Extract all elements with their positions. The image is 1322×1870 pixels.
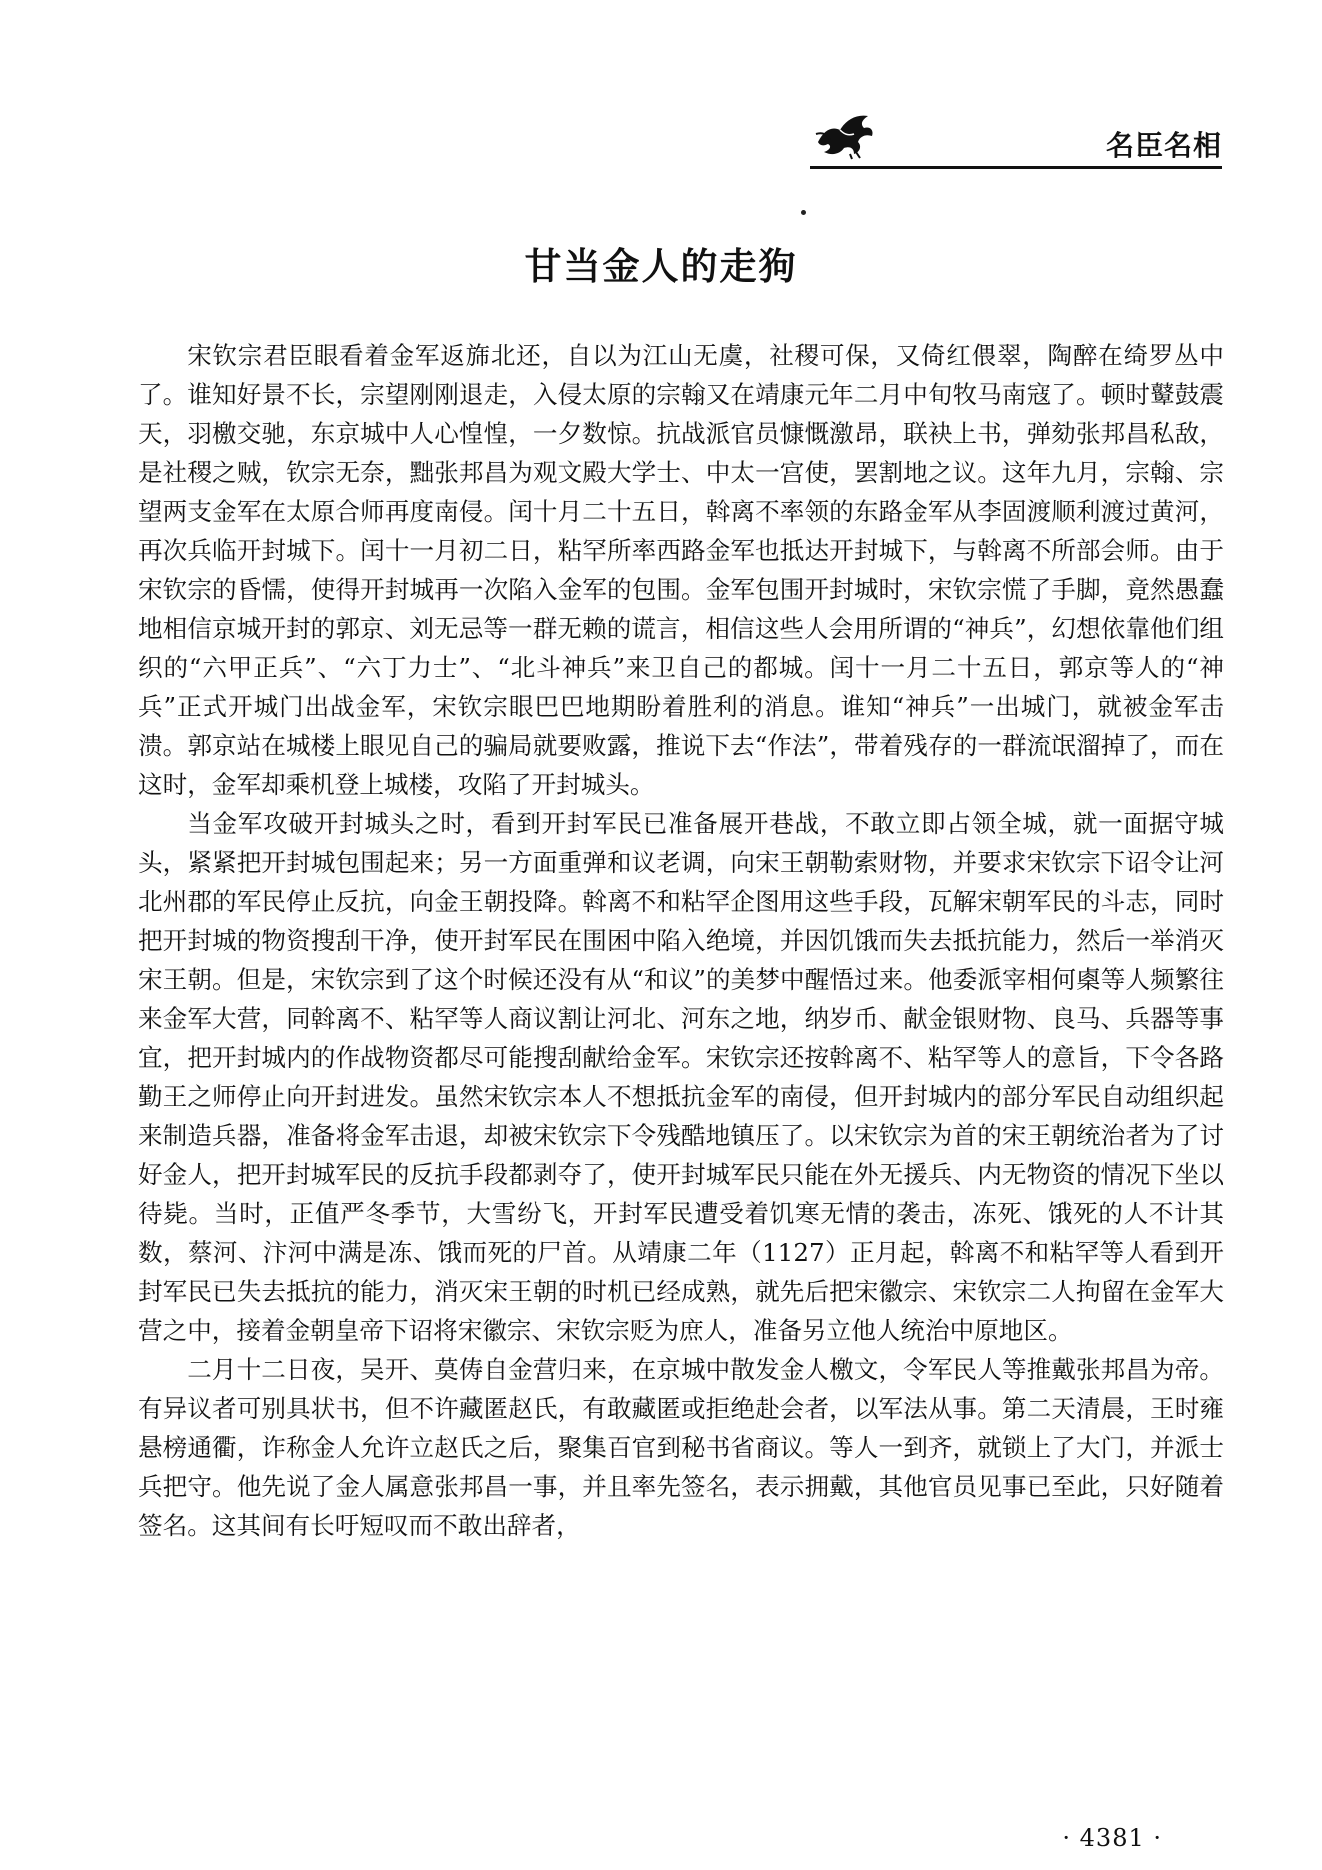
paragraph: 当金军攻破开封城头之时，看到开封军民已准备展开巷战，不敢立即占领全城，就一面据守城头，紧紧把开封城包围起来；另一方面重弹和议老调，向宋王朝勒索财物，并要求宋钦宗下诏令让河北州郡的军民停止反抗，向金王朝投降。斡离不和粘罕企图用这些手段，瓦解宋朝军民的斗志，同时把开封城的物资搜刮干净，使开封军民在围困中陷入绝境，并因饥饿而失去抵抗能力，然后一举消灭宋王朝。但是，宋钦宗到了这个时候还没有从“和议”的美梦中醒悟过来。他委派宰相何㮚等人频繁往来金军大营，同斡离不、粘罕等人商议割让河北、河东之地，纳岁币、献金银财物、良马、兵器等事宜，把开封城内的作战物资都尽可能搜刮献给金军。宋钦宗还按斡离不、粘罕等人的意旨，下令各路勤王之师停止向开封进发。虽然宋钦宗本人不想抵抗金军的南侵，但开封城内的部分军民自动组织起来制造兵器，准备将金军击退，却被宋钦宗下令残酷地镇压了。以宋钦宗为首的宋王朝统治者为了讨好金人，把开封城军民的反抗手段都剥夺了，使开封城军民只能在外无援兵、内无物资的情况下坐以待毙。当时，正值严冬季节，大雪纷飞，开封军民遭受着饥寒无情的袭击，冻死、饿死的人不计其数，蔡河、汴河中满是冻、饿而死的尸首。从靖康二年（1127）正月起，斡离不和粘罕等人看到开封军民已失去抵抗的能力，消灭宋王朝的时机已经成熟，就先后把宋徽宗、宋钦宗二人拘留在金军大营之中，接着金朝皇帝下诏将宋徽宗、宋钦宗贬为庶人，准备另立他人统治中原地区。 bbox=[138, 809, 1224, 1345]
running-header bbox=[790, 100, 1222, 170]
paragraph: 二月十二日夜，吴开、莫俦自金营归来，在京城中散发金人檄文，令军民人等推戴张邦昌为帝。有异议者可别具状书，但不许藏匿赵氏，有敢藏匿或拒绝赴会者，以军法从事。第二天清晨，王时雍悬榜通衢，诈称金人允许立赵氏之后，聚集百官到秘书省商议。等人一到齐，就锁上了大门，并派士兵把守。他先说了金人属意张邦昌一事，并且率先签名，表示拥戴，其他官员见事已至此，只好随着签名。这其间有长吁短叹而不敢出辞者， bbox=[138, 1355, 1224, 1540]
paragraph: 宋钦宗君臣眼看着金军返旆北还，自以为江山无虞，社稷可保，又倚红偎翠，陶醉在绮罗丛中了。谁知好景不长，宗望刚刚退走，入侵太原的宗翰又在靖康元年二月中旬牧马南寇了。顿时鼙鼓震天，羽檄交驰，东京城中人心惶惶，一夕数惊。抗战派官员慷慨激昂，联袂上书，弹劾张邦昌私敌，是社稷之贼，钦宗无奈，黜张邦昌为观文殿大学士、中太一宫使，罢割地之议。这年九月，宗翰、宗望两支金军在太原合师再度南侵。闰十月二十五日，斡离不率领的东路金军从李固渡顺利渡过黄河，再次兵临开封城下。闰十一月初二日，粘罕所率西路金军也抵达开封城下，与斡离不所部会师。由于宋钦宗的昏懦，使得开封城再一次陷入金军的包围。金军包围开封城时，宋钦宗慌了手脚，竟然愚蠢地相信京城开封的郭京、刘无忌等一群无赖的谎言，相信这些人会用所谓的“神兵”，幻想依靠他们组织的“六甲正兵”、“六丁力士”、“北斗神兵”来卫自己的都城。闰十一月二十五日，郭京等人的“神兵”正式开城门出战金军，宋钦宗眼巴巴地期盼着胜利的消息。谁知“神兵”一出城门，就被金军击溃。郭京站在城楼上眼见自己的骗局就要败露，推说下去“作法”，带着残存的一群流氓溜掉了，而在这时，金军却乘机登上城楼，攻陷了开封城头。 bbox=[138, 341, 1224, 799]
section-label: 名臣名相 bbox=[1105, 129, 1222, 162]
article-title: 甘当金人的走狗 bbox=[524, 245, 798, 288]
article-body bbox=[138, 336, 1224, 1545]
dragon-emblem-icon bbox=[810, 100, 880, 160]
decorative-dot bbox=[801, 210, 806, 215]
page-number: · 4381 · bbox=[1062, 1824, 1162, 1852]
header-rule bbox=[810, 166, 1222, 169]
